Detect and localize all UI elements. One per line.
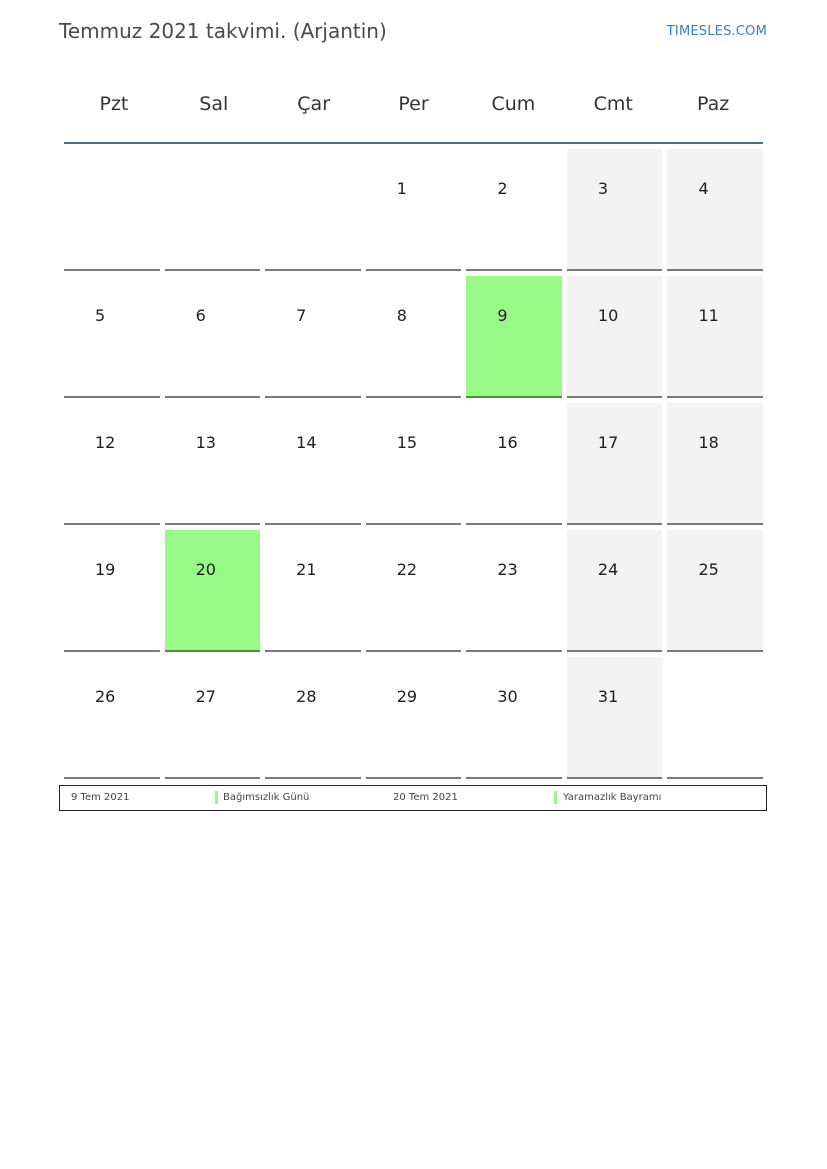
day-cell [165, 657, 261, 779]
day-cell [165, 276, 261, 398]
day-cell-weekend [567, 657, 663, 779]
day-number: 14 [296, 433, 317, 452]
day-number: 1 [396, 179, 407, 198]
day-cell-weekend [567, 530, 663, 652]
calendar-grid [64, 80, 763, 784]
day-number: 29 [396, 687, 418, 706]
day-cell [165, 149, 261, 271]
day-number: 26 [95, 687, 116, 706]
day-number: 9 [497, 306, 508, 325]
day-cell [667, 657, 763, 779]
day-cell [265, 276, 361, 398]
day-cell [64, 403, 160, 525]
day-cell-weekend [667, 530, 763, 652]
day-number: 17 [597, 433, 619, 452]
week-row [64, 657, 763, 779]
day-number: 16 [497, 433, 518, 452]
day-cell [366, 149, 462, 271]
day-number: 19 [95, 560, 116, 579]
day-number: 7 [296, 306, 307, 325]
day-number: 10 [597, 306, 619, 325]
day-cell [64, 657, 160, 779]
page-title: Temmuz 2021 takvimi. (Arjantin) [59, 19, 387, 43]
day-number: 22 [396, 560, 418, 579]
day-number: 21 [296, 560, 317, 579]
day-number: 12 [95, 433, 116, 452]
day-cell [466, 403, 562, 525]
day-number: 24 [597, 560, 619, 579]
day-number: 20 [195, 560, 216, 579]
legend-color-swatch [554, 791, 557, 804]
day-cell [165, 403, 261, 525]
legend-holiday-name: Bağımsızlık Günü [223, 792, 310, 803]
day-cell-weekend [667, 403, 763, 525]
day-number: 5 [95, 306, 106, 325]
day-number: 13 [195, 433, 216, 452]
day-number: 31 [597, 687, 619, 706]
day-cell-holiday [466, 276, 562, 398]
day-cell [64, 149, 160, 271]
weekday-header-tue: Sal [199, 93, 229, 115]
weekday-header-fri: Cum [491, 93, 536, 115]
weekday-header-thu: Per [398, 93, 429, 115]
day-cell [366, 530, 462, 652]
day-cell [366, 276, 462, 398]
week-row [64, 530, 763, 652]
day-cell [466, 657, 562, 779]
holiday-legend [59, 785, 767, 811]
day-number: 27 [195, 687, 216, 706]
week-row [64, 403, 763, 525]
day-number: 25 [698, 560, 719, 579]
day-number: 18 [698, 433, 719, 452]
weekday-header-sun: Paz [696, 93, 730, 115]
day-cell-weekend [667, 276, 763, 398]
day-cell [466, 149, 562, 271]
week-row [64, 276, 763, 398]
legend-holiday-name: Yaramazlık Bayramı [563, 792, 662, 803]
day-cell-holiday [165, 530, 261, 652]
day-number: 11 [698, 306, 719, 325]
header-divider [64, 142, 763, 144]
day-number: 6 [195, 306, 206, 325]
day-cell [366, 657, 462, 779]
day-number: 28 [296, 687, 317, 706]
day-cell [265, 657, 361, 779]
legend-date: 20 Tem 2021 [393, 792, 458, 803]
day-number: 8 [396, 306, 407, 325]
day-number: 2 [497, 179, 508, 198]
day-cell-weekend [567, 403, 663, 525]
day-cell [265, 149, 361, 271]
day-number: 4 [698, 179, 709, 198]
legend-date: 9 Tem 2021 [71, 792, 130, 803]
day-cell-weekend [567, 149, 663, 271]
day-cell [265, 403, 361, 525]
weekday-header-sat: Cmt [593, 93, 633, 115]
day-cell [466, 530, 562, 652]
day-cell-weekend [667, 149, 763, 271]
day-number: 30 [497, 687, 518, 706]
day-number: 23 [497, 560, 518, 579]
weekday-header-mon: Pzt [99, 93, 129, 115]
day-cell-weekend [567, 276, 663, 398]
weekday-header-row [64, 80, 763, 142]
day-number: 15 [396, 433, 418, 452]
day-number: 3 [597, 179, 609, 198]
legend-color-swatch [215, 791, 218, 804]
brand-link[interactable]: TIMESLES.COM [666, 24, 767, 39]
day-cell [64, 276, 160, 398]
day-cell [64, 530, 160, 652]
day-cell [366, 403, 462, 525]
day-cell [265, 530, 361, 652]
week-row [64, 149, 763, 271]
weekday-header-wed: Çar [297, 93, 331, 115]
